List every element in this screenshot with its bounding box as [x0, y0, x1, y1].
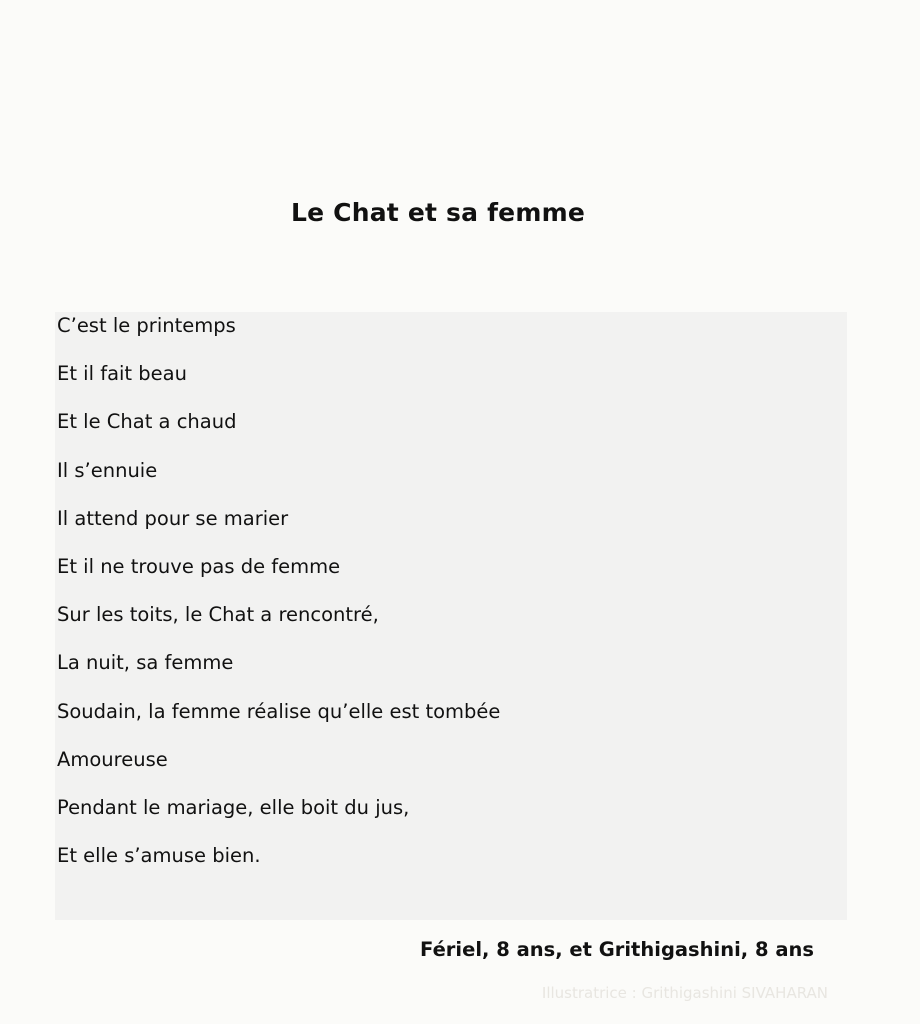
poem-line: Sur les toits, le Chat a rencontré, [57, 603, 379, 627]
poem [57, 310, 500, 888]
poem-line: C’est le printemps [57, 314, 236, 337]
poem-line: Il attend pour se marier [57, 506, 289, 530]
poem-line: La nuit, sa femme [57, 651, 234, 675]
poem-line: Il s’ennuie [57, 458, 158, 482]
poem-line: Pendant le mariage, elle boit du jus, [57, 795, 410, 819]
poem-line: Soudain, la femme réalise qu’elle est tombée [57, 699, 501, 723]
poem-line: Et elle s’amuse bien. [57, 844, 261, 868]
poem-line: Et il fait beau [57, 362, 187, 386]
poem-line: Amoureuse [57, 747, 168, 771]
poem-line: Et le Chat a chaud [57, 410, 237, 434]
page-title: Le Chat et sa femme [290, 198, 585, 227]
illustrator-credit: Illustratrice : Grithigashini SIVAHARAN [541, 984, 828, 1002]
poem-line: Et il ne trouve pas de femme [57, 554, 341, 578]
authors-credit: Fériel, 8 ans, et Grithigashini, 8 ans [420, 938, 814, 961]
